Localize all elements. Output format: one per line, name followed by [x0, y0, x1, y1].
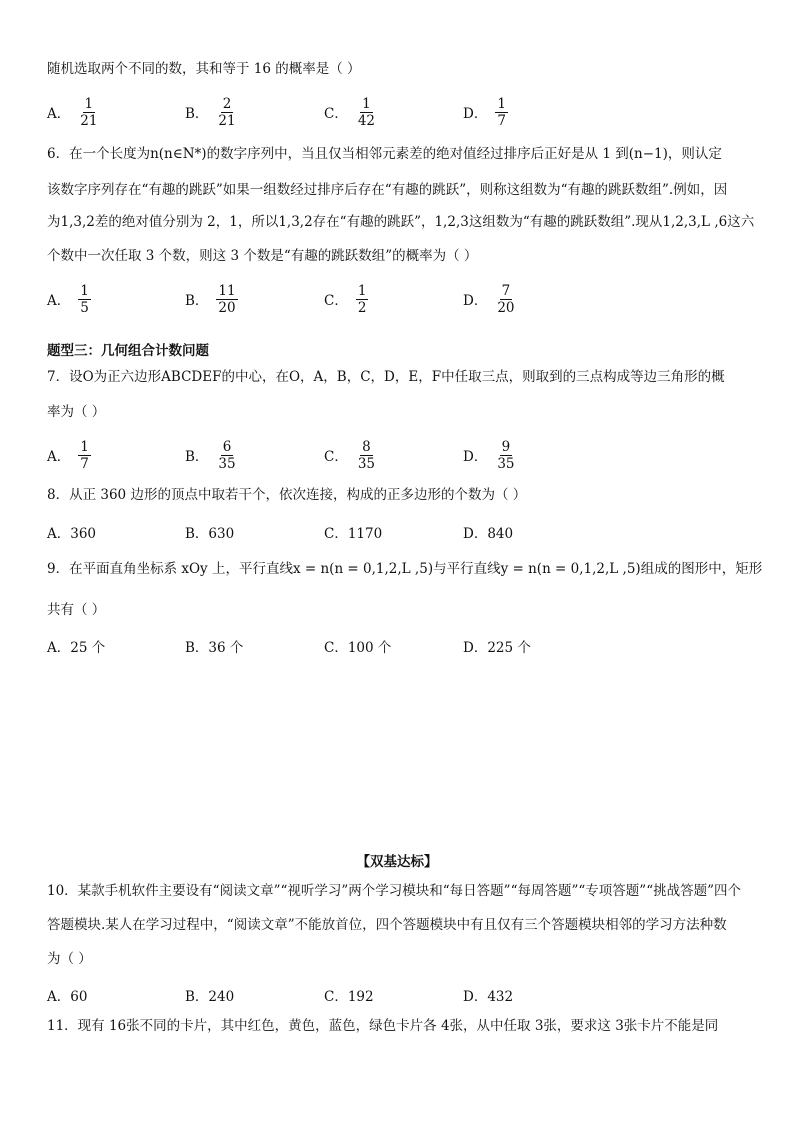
q7-option-b[interactable]: B． $\frac{6}{35}$ — [185, 438, 236, 472]
fraction: $\frac{2}{21}$ — [218, 95, 236, 129]
q6-options — [47, 279, 567, 319]
q8-option-d[interactable]: D．840 — [463, 526, 514, 542]
q5-options — [47, 92, 567, 132]
q9-option-c[interactable]: C．100 个 — [324, 640, 392, 656]
q6-line-1: 6．在一个长度为n(n∈N*)的数字序列中，当且仅当相邻元素差的绝对值经过排序后正好是从 1 到(n−1)，则认定 — [47, 146, 722, 162]
q10-option-b[interactable]: B．240 — [185, 989, 235, 1005]
q10-options — [47, 985, 607, 1005]
q8-option-a[interactable]: A．360 — [47, 526, 97, 542]
fraction: $\frac{11}{20}$ — [218, 282, 236, 316]
q7-option-a[interactable]: A． $\frac{1}{7}$ — [47, 438, 89, 472]
q9-line-2: 共有（ ） — [47, 602, 106, 618]
fraction: $\frac{1}{7}$ — [497, 95, 506, 129]
q5-option-b[interactable]: B． $\frac{2}{21}$ — [185, 95, 236, 129]
fraction: $\frac{1}{42}$ — [357, 95, 376, 129]
q8-stem: 8．从正 360 边形的顶点中取若干个，依次连接，构成的正多边形的个数为（ ） — [47, 487, 527, 503]
q9-option-d[interactable]: D．225 个 — [463, 640, 531, 656]
q5-option-c[interactable]: C． $\frac{1}{42}$ — [324, 95, 376, 129]
q5-stem-tail: 随机选取两个不同的数，其和等于 16 的概率是（ ） — [47, 61, 361, 77]
fraction: $\frac{1}{2}$ — [357, 282, 367, 316]
q6-option-a[interactable]: A． $\frac{1}{5}$ — [47, 282, 89, 316]
q8-options — [47, 522, 607, 542]
q6-option-d[interactable]: D． $\frac{7}{20}$ — [463, 282, 515, 316]
section-title-basic-review: 【双基达标】 — [356, 854, 438, 870]
q6-line-4: 个数中一次任取 3 个数，则这 3 个数是“有趣的跳跃数组”的概率为（ ） — [47, 248, 478, 264]
q6-line-3: 为1,3,2差的绝对值分别为 2，1，所以1,3,2存在“有趣的跳跃”，1,2,3这组数为“有趣的跳跃数组”.现从1,2,3,L ,6这六 — [47, 214, 755, 230]
q5-option-d[interactable]: D． $\frac{1}{7}$ — [463, 95, 506, 129]
fraction: $\frac{9}{35}$ — [497, 438, 515, 472]
q9-options — [47, 636, 607, 656]
q9-option-a[interactable]: A．25 个 — [47, 640, 106, 656]
fraction: $\frac{8}{35}$ — [357, 438, 376, 472]
q7-option-d[interactable]: D． $\frac{9}{35}$ — [463, 438, 515, 472]
q10-line-1: 10．某款手机软件主要设有“阅读文章”“视听学习”两个学习模块和“每日答题”“每周答题”“专项答题”“挑战答题”四个 — [47, 883, 741, 899]
q11-stem: 11．现有 16张不同的卡片，其中红色，黄色，蓝色，绿色卡片各 4张，从中任取 3张，要求这 3张卡片不能是同 — [47, 1018, 719, 1034]
q10-line-3: 为（ ） — [47, 951, 92, 967]
fraction: $\frac{1}{7}$ — [80, 438, 89, 472]
q10-option-c[interactable]: C．192 — [324, 989, 374, 1005]
fraction: $\frac{7}{20}$ — [497, 282, 515, 316]
q6-line-2: 该数字序列存在“有趣的跳跃”如果一组数经过排序后存在“有趣的跳跃”，则称这组数为“有趣的跳跃数组”.例如，因 — [47, 182, 728, 198]
q9-line-1: 9．在平面直角坐标系 xOy 上，平行直线x = n(n = 0,1,2,L ,5)与平行直线y = n(n = 0,1,2,L ,5)组成的图形中，矩形 — [47, 561, 763, 577]
q6-option-c[interactable]: C． $\frac{1}{2}$ — [324, 282, 367, 316]
q8-option-b[interactable]: B．630 — [185, 526, 235, 542]
q7-option-c[interactable]: C． $\frac{8}{35}$ — [324, 438, 376, 472]
q10-option-d[interactable]: D．432 — [463, 989, 514, 1005]
section-heading-geometry: 题型三：几何组合计数问题 — [47, 343, 209, 359]
q10-option-a[interactable]: A．60 — [47, 989, 88, 1005]
q9-option-b[interactable]: B．36 个 — [185, 640, 244, 656]
q6-option-b[interactable]: B． $\frac{11}{20}$ — [185, 282, 236, 316]
fraction: $\frac{1}{5}$ — [80, 282, 89, 316]
q8-option-c[interactable]: C．1170 — [324, 526, 383, 542]
q7-line-2: 率为（ ） — [47, 404, 106, 420]
q10-line-2: 答题模块.某人在学习过程中，“阅读文章”不能放首位，四个答题模块中有且仅有三个答题模块相邻的学习方法种数 — [47, 917, 727, 933]
fraction: $\frac{1}{21}$ — [80, 95, 98, 129]
q7-line-1: 7．设O为正六边形ABCDEF的中心，在O，A，B，C，D，E，F中任取三点，则取到的三点构成等边三角形的概 — [47, 369, 725, 385]
q5-option-a[interactable]: A． $\frac{1}{21}$ — [47, 95, 98, 129]
fraction: $\frac{6}{35}$ — [218, 438, 236, 472]
q7-options — [47, 435, 567, 475]
